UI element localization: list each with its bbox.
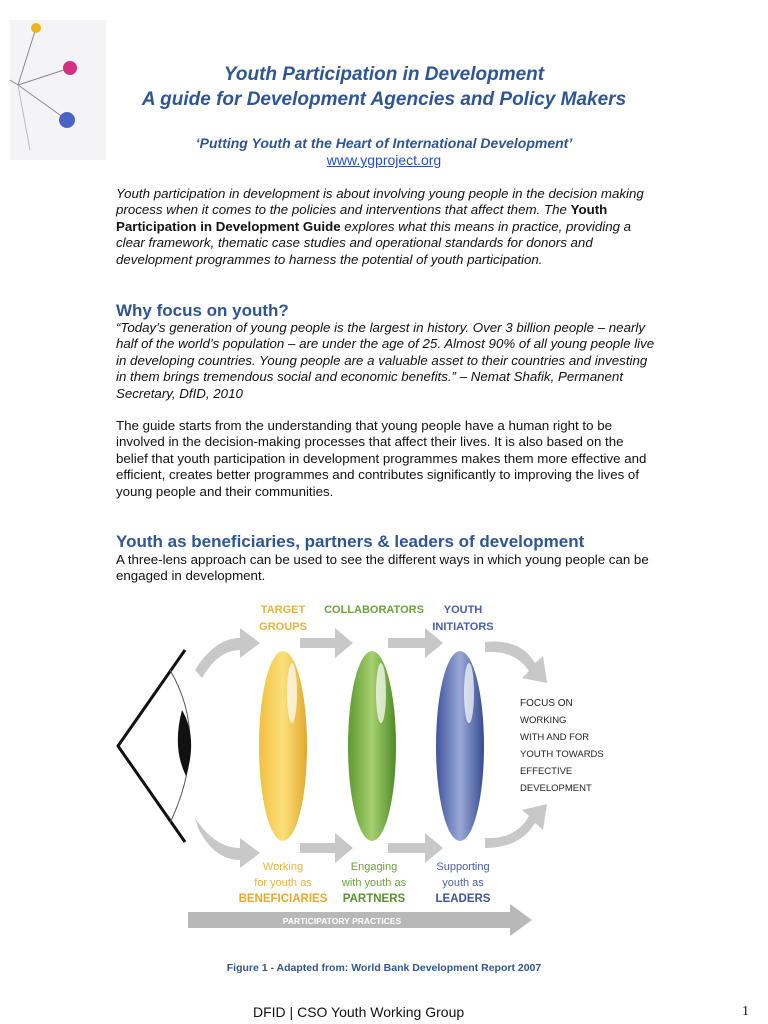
three-lens-figure bbox=[110, 598, 610, 943]
document-subtitle: A guide for Development Agencies and Policy Makers bbox=[141, 89, 627, 110]
lens1-bottom-line3: BENEFICIARIES bbox=[238, 893, 328, 905]
focus-line1: FOCUS ON bbox=[520, 698, 573, 709]
logo-yellow-dot bbox=[31, 23, 41, 33]
three-lens-paragraph: A three-lens approach can be used to see the different ways in which young people can be engaged in development. bbox=[116, 552, 649, 584]
website-link[interactable]: www.ygproject.org bbox=[326, 152, 442, 168]
lens1-bottom-line2: for youth as bbox=[254, 877, 312, 889]
participatory-practices-label: PARTICIPATORY PRACTICES bbox=[282, 916, 402, 926]
lens-collaborators bbox=[348, 651, 396, 841]
intro-text-1: Youth participation in development is about involving young people in the decision making process when it comes to the policies and interventions that affect them. The bbox=[116, 186, 644, 218]
lens2-bottom-line2: with youth as bbox=[341, 877, 407, 889]
intro-paragraph bbox=[116, 186, 656, 268]
intro-text-2: explores what this means in practice, providing a clear framework, thematic case studies and operational standards for donors and development programmes to harness the potential of youth participation. bbox=[116, 218, 632, 267]
lens-target-groups bbox=[259, 651, 307, 841]
lens2-bottom-line3: PARTNERS bbox=[342, 893, 406, 905]
section-heading-why-youth: Why focus on youth? bbox=[116, 301, 289, 320]
lens1-top-line1: TARGET bbox=[260, 604, 306, 616]
lens2-top-line1: COLLABORATORS bbox=[324, 604, 424, 616]
focus-text bbox=[520, 698, 604, 794]
intro-guide-name: Youth Participation in Development Guide bbox=[116, 202, 608, 234]
document-title: Youth Participation in Development bbox=[223, 64, 545, 85]
lens3-bottom-line2: youth as bbox=[442, 877, 484, 889]
lens2-bottom-line1: Engaging bbox=[350, 861, 398, 873]
focus-line5: EFFECTIVE bbox=[520, 766, 573, 777]
section-heading-three-lens: Youth as beneficiaries, partners & leaders of development bbox=[116, 532, 585, 551]
focus-line6: DEVELOPMENT bbox=[520, 783, 592, 794]
focus-line2: WORKING bbox=[520, 715, 567, 726]
logo-blue-dot bbox=[59, 112, 75, 128]
figure-caption: Figure 1 - Adapted from: World Bank Development Report 2007 bbox=[226, 962, 542, 974]
eye-icon bbox=[118, 650, 191, 842]
lens1-bottom-line1: Working bbox=[262, 861, 304, 873]
lens3-bottom-line3: LEADERS bbox=[435, 893, 491, 905]
lens3-bottom-line1: Supporting bbox=[436, 861, 490, 873]
lens3-top-line1: YOUTH bbox=[443, 604, 483, 616]
page-number: 1 bbox=[742, 1004, 749, 1019]
body-paragraph: The guide starts from the understanding that young people have a human right to be involved in the decision-making processes that affect their lives. It is also based on the belief that youth participation in development programmes makes them more effective and efficient, creates better programmes and contributes significantly to improving the lives of young people and their communities. bbox=[116, 418, 647, 499]
footer-text: DFID | CSO Youth Working Group bbox=[253, 1004, 465, 1020]
focus-line3: WITH AND FOR bbox=[520, 732, 590, 743]
lens1-top-line2: GROUPS bbox=[259, 621, 307, 633]
focus-line4: YOUTH TOWARDS bbox=[520, 749, 604, 760]
quote-paragraph: “Today’s generation of young people is the largest in history. Over 3 billion people – nearly half of the world’s population – are under the age of 25. Almost 90% of all young people live in developing countries. Young people are a valuable asset to their countries and investing in them brings tremendous social and economic benefits.” – Nemat Shafik, Permanent Secretary, DfID, 2010 bbox=[116, 320, 655, 401]
tagline: ‘Putting Youth at the Heart of International Development’ bbox=[195, 135, 573, 151]
lens3-top-line2: INITIATORS bbox=[432, 621, 494, 633]
lens-youth-initiators bbox=[436, 651, 484, 841]
